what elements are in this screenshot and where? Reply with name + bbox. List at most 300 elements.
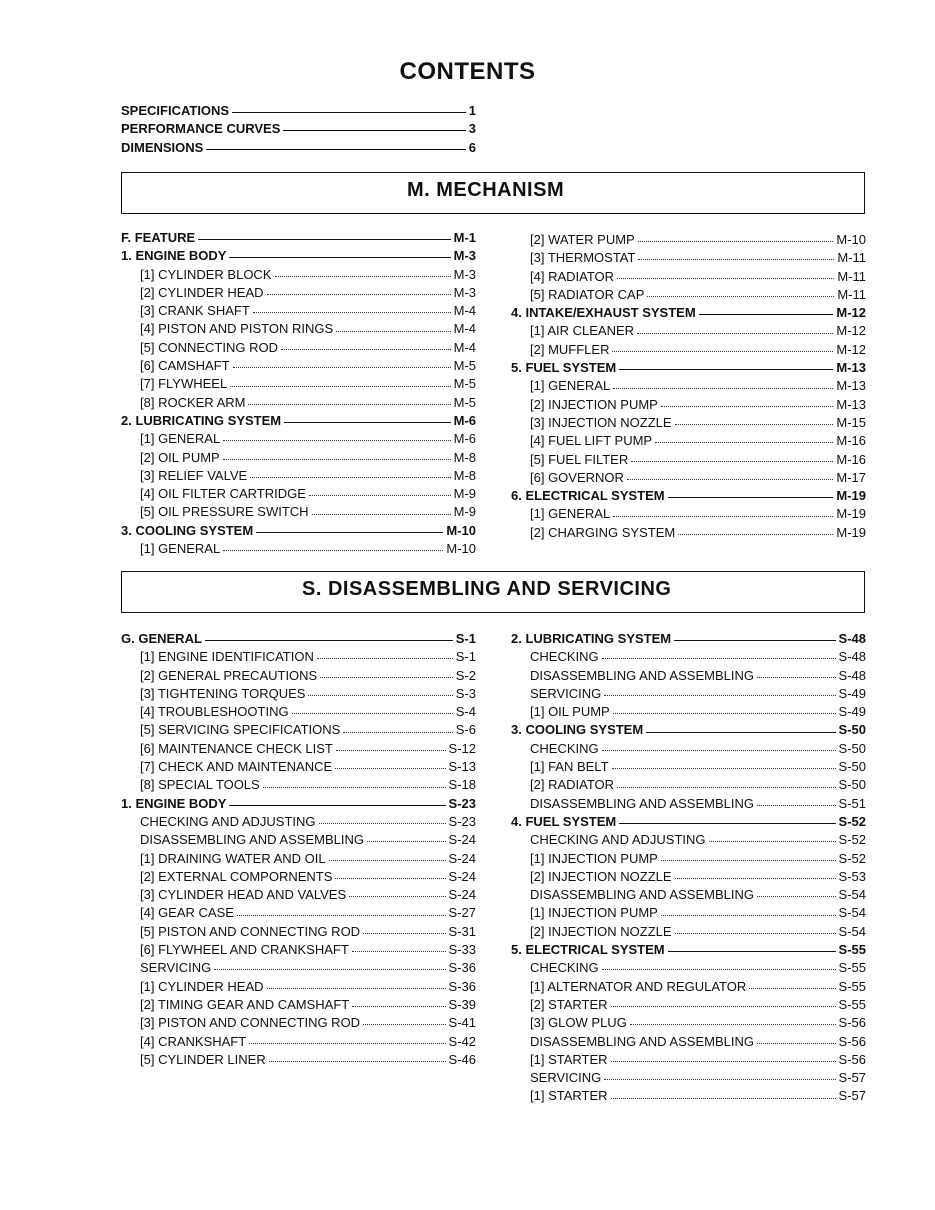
toc-entry-label: [5] CYLINDER LINER <box>140 1051 266 1067</box>
toc-entry <box>121 923 476 941</box>
disassembling-heading: S. DISASSEMBLING AND SERVICING <box>302 578 672 600</box>
toc-entry <box>511 322 866 340</box>
toc-entry-label: [5] PISTON AND CONNECTING ROD <box>140 923 361 939</box>
disassembling-left-list <box>121 630 476 1069</box>
toc-entry-label: [1] DRAINING WATER AND OIL <box>140 850 326 866</box>
toc-leader <box>757 676 836 678</box>
toc-entry-page: M-12 <box>836 323 866 339</box>
toc-entry-page: M-13 <box>836 378 866 394</box>
toc-leader <box>638 240 834 242</box>
toc-entry-page: S-18 <box>448 777 476 793</box>
toc-entry-label: CHECKING AND ADJUSTING <box>530 832 706 848</box>
toc-leader <box>253 311 451 313</box>
toc-entry <box>121 685 476 703</box>
toc-entry-label: [1] GENERAL <box>530 506 611 522</box>
toc-leader <box>619 368 833 370</box>
toc-entry-page: M-11 <box>837 268 866 284</box>
toc-leader <box>233 366 451 368</box>
toc-entry <box>121 412 476 430</box>
toc-leader <box>248 403 450 405</box>
toc-entry-label: [2] STARTER <box>530 996 608 1012</box>
toc-entry-label: CHECKING AND ADJUSTING <box>140 813 316 829</box>
toc-entry <box>121 740 476 758</box>
mechanism-heading: M. MECHANISM <box>407 179 565 201</box>
toc-entry-label: PERFORMANCE CURVES <box>121 121 281 137</box>
toc-leader <box>336 749 446 751</box>
toc-entry-label: [2] RADIATOR <box>530 777 615 793</box>
toc-leader <box>602 749 836 751</box>
toc-entry <box>121 339 476 357</box>
toc-entry-page: M-6 <box>453 431 476 447</box>
toc-entry <box>511 758 866 776</box>
toc-leader <box>617 277 834 279</box>
toc-entry-page: M-12 <box>836 341 866 357</box>
toc-leader <box>613 387 833 389</box>
toc-leader <box>655 441 833 443</box>
toc-leader <box>237 914 446 916</box>
toc-entry-page: S-36 <box>448 978 476 994</box>
toc-leader <box>699 313 834 315</box>
mechanism-section-header <box>121 172 865 214</box>
toc-entry <box>121 375 476 393</box>
toc-leader <box>329 859 446 861</box>
toc-leader <box>675 423 834 425</box>
toc-entry-label: 5. ELECTRICAL SYSTEM <box>511 942 665 958</box>
toc-entry-label: [1] STARTER <box>530 1088 608 1104</box>
toc-entry-page: S-27 <box>448 905 476 921</box>
toc-entry <box>121 266 476 284</box>
toc-entry <box>121 667 476 685</box>
toc-entry <box>121 247 476 265</box>
toc-entry-label: 6. ELECTRICAL SYSTEM <box>511 488 665 504</box>
toc-entry-page: S-46 <box>448 1051 476 1067</box>
toc-entry <box>511 1051 866 1069</box>
toc-leader <box>617 786 835 788</box>
toc-leader <box>214 968 445 970</box>
toc-entry <box>121 648 476 666</box>
toc-leader <box>674 639 835 641</box>
toc-leader <box>757 804 836 806</box>
toc-entry <box>511 268 866 286</box>
toc-entry-page: S-24 <box>448 832 476 848</box>
toc-entry <box>511 432 866 450</box>
toc-entry-page: S-55 <box>838 942 866 958</box>
toc-entry-page: S-57 <box>838 1070 866 1086</box>
toc-entry-page: S-24 <box>448 868 476 884</box>
toc-entry-label: [3] THERMOSTAT <box>530 250 636 266</box>
toc-leader <box>275 275 451 277</box>
toc-entry-page: S-42 <box>448 1033 476 1049</box>
toc-entry <box>121 1033 476 1051</box>
toc-leader <box>619 822 835 824</box>
toc-entry-page: M-9 <box>453 486 476 502</box>
toc-leader <box>363 1023 445 1025</box>
toc-entry-page: M-6 <box>453 412 476 428</box>
toc-entry-page: S-23 <box>448 813 476 829</box>
toc-leader <box>223 439 450 441</box>
toc-entry <box>121 996 476 1014</box>
toc-leader <box>269 1060 446 1062</box>
toc-entry <box>121 941 476 959</box>
toc-entry-page: M-3 <box>453 266 476 282</box>
toc-entry-label: [6] MAINTENANCE CHECK LIST <box>140 740 333 756</box>
toc-entry-label: [3] INJECTION NOZZLE <box>530 414 672 430</box>
toc-entry-label: 4. INTAKE/EXHAUST SYSTEM <box>511 305 696 321</box>
toc-entry-page: S-4 <box>455 704 476 720</box>
toc-leader <box>256 531 443 533</box>
toc-entry <box>511 886 866 904</box>
toc-entry <box>121 449 476 467</box>
toc-entry <box>121 886 476 904</box>
toc-entry-label: [3] CRANK SHAFT <box>140 303 250 319</box>
toc-leader <box>668 496 834 498</box>
toc-entry-label: G. GENERAL <box>121 631 202 646</box>
toc-entry-page: M-4 <box>453 303 476 319</box>
toc-entry-page: S-52 <box>838 832 866 848</box>
toc-entry <box>511 359 866 377</box>
toc-entry-page: 1 <box>468 103 476 118</box>
toc-entry <box>121 467 476 485</box>
toc-entry-page: S-55 <box>838 978 866 994</box>
toc-entry-label: [1] OIL PUMP <box>530 704 610 720</box>
toc-entry <box>511 795 866 813</box>
toc-entry <box>121 503 476 521</box>
toc-entry-page: 6 <box>468 139 476 155</box>
toc-leader <box>612 350 833 352</box>
toc-leader <box>284 421 451 423</box>
toc-entry-label: [1] INJECTION PUMP <box>530 905 658 921</box>
toc-entry-label: [1] GENERAL <box>530 378 611 394</box>
toc-entry-page: M-9 <box>453 504 476 520</box>
toc-entry-page: S-54 <box>838 887 866 903</box>
toc-entry-label: [6] GOVERNOR <box>530 469 624 485</box>
toc-entry <box>511 648 866 666</box>
toc-leader <box>613 712 836 714</box>
toc-leader <box>363 932 445 934</box>
toc-leader <box>312 513 451 515</box>
toc-entry-label: 1. ENGINE BODY <box>121 795 227 811</box>
toc-entry <box>121 357 476 375</box>
toc-leader <box>352 1005 445 1007</box>
toc-entry <box>511 831 866 849</box>
toc-leader <box>229 256 450 258</box>
toc-entry-label: [2] WATER PUMP <box>530 232 635 247</box>
toc-entry-page: S-48 <box>838 667 866 683</box>
toc-entry <box>511 1087 866 1105</box>
toc-entry-page: M-3 <box>453 248 476 264</box>
toc-leader <box>661 914 836 916</box>
toc-entry-label: DIMENSIONS <box>121 139 204 155</box>
toc-entry-label: [3] GLOW PLUG <box>530 1015 627 1031</box>
toc-entry-label: [2] CHARGING SYSTEM <box>530 524 676 540</box>
toc-entry-label: [2] CYLINDER HEAD <box>140 284 264 300</box>
toc-leader <box>661 859 836 861</box>
toc-leader <box>317 657 453 659</box>
toc-entry-label: [1] CYLINDER HEAD <box>140 978 264 994</box>
toc-entry-page: S-3 <box>455 685 476 701</box>
toc-entry <box>511 667 866 685</box>
toc-leader <box>230 385 450 387</box>
toc-entry-label: [7] CHECK AND MAINTENANCE <box>140 759 333 775</box>
toc-entry <box>121 758 476 776</box>
toc-leader <box>267 293 451 295</box>
toc-entry <box>511 996 866 1014</box>
toc-entry-page: M-16 <box>836 451 866 467</box>
toc-leader <box>612 767 836 769</box>
toc-entry <box>511 904 866 922</box>
toc-entry-page: M-19 <box>836 506 866 522</box>
toc-leader <box>675 877 836 879</box>
toc-leader <box>292 712 453 714</box>
toc-entry-label: CHECKING <box>530 960 599 976</box>
toc-entry-label: SERVICING <box>530 1070 602 1086</box>
toc-entry <box>121 721 476 739</box>
toc-entry-label: [4] GEAR CASE <box>140 905 234 921</box>
toc-entry <box>121 485 476 503</box>
toc-leader <box>343 731 452 733</box>
toc-entry-page: M-11 <box>837 286 866 302</box>
toc-entry-label: DISASSEMBLING AND ASSEMBLING <box>530 1033 754 1049</box>
mechanism-right-list <box>511 231 866 542</box>
toc-entry <box>511 1014 866 1032</box>
toc-leader <box>308 694 452 696</box>
toc-entry-page: S-50 <box>838 740 866 756</box>
toc-entry-label: 3. COOLING SYSTEM <box>121 522 254 538</box>
toc-leader <box>630 1023 836 1025</box>
toc-leader <box>205 639 453 641</box>
toc-entry-page: M-4 <box>453 339 476 355</box>
toc-entry-page: M-10 <box>836 232 866 247</box>
toc-leader <box>206 148 465 150</box>
toc-entry <box>511 469 866 487</box>
toc-entry-page: S-48 <box>838 649 866 665</box>
toc-entry-page: M-15 <box>836 414 866 430</box>
toc-entry-label: [2] EXTERNAL COMPORNENTS <box>140 868 333 884</box>
toc-entry-label: 2. LUBRICATING SYSTEM <box>511 631 672 646</box>
toc-entry-page: 3 <box>468 121 476 137</box>
toc-entry-page: M-3 <box>453 284 476 300</box>
toc-entry <box>121 540 476 558</box>
toc-leader <box>283 129 465 131</box>
toc-entry-page: S-23 <box>448 795 476 811</box>
toc-leader <box>249 1042 445 1044</box>
toc-entry <box>121 959 476 977</box>
toc-leader <box>604 1078 835 1080</box>
toc-entry-label: [2] INJECTION NOZZLE <box>530 868 672 884</box>
toc-entry-page: M-5 <box>453 358 476 374</box>
toc-leader <box>229 804 445 806</box>
toc-entry-page: M-16 <box>836 433 866 449</box>
toc-leader <box>309 494 451 496</box>
toc-entry <box>511 341 866 359</box>
toc-entry-label: [5] RADIATOR CAP <box>530 286 645 302</box>
toc-entry-label: 4. FUEL SYSTEM <box>511 813 617 829</box>
toc-entry-page: S-56 <box>838 1033 866 1049</box>
toc-entry <box>511 941 866 959</box>
toc-entry-page: S-52 <box>838 813 866 829</box>
toc-entry-label: [2] INJECTION NOZZLE <box>530 923 672 939</box>
toc-entry-label: [5] CONNECTING ROD <box>140 339 278 355</box>
toc-entry-page: S-50 <box>838 722 866 738</box>
toc-entry-label: [4] FUEL LIFT PUMP <box>530 433 653 449</box>
toc-entry <box>121 630 476 648</box>
toc-entry-page: S-50 <box>838 777 866 793</box>
toc-entry-page: M-5 <box>453 394 476 410</box>
toc-leader <box>604 694 835 696</box>
toc-entry <box>121 1051 476 1069</box>
toc-entry-page: S-55 <box>838 960 866 976</box>
toc-entry-page: S-51 <box>838 795 866 811</box>
toc-leader <box>749 987 835 989</box>
toc-entry <box>511 703 866 721</box>
toc-entry-label: [4] RADIATOR <box>530 268 615 284</box>
toc-leader <box>602 968 836 970</box>
toc-entry <box>511 685 866 703</box>
toc-leader <box>675 932 836 934</box>
mechanism-left-list <box>121 229 476 558</box>
toc-entry-label: [4] TROUBLESHOOTING <box>140 704 289 720</box>
toc-entry-label: DISASSEMBLING AND ASSEMBLING <box>530 667 754 683</box>
toc-entry-label: 2. LUBRICATING SYSTEM <box>121 412 282 428</box>
toc-entry-page: S-49 <box>838 704 866 720</box>
toc-entry-page: S-33 <box>448 942 476 958</box>
toc-entry-label: [3] TIGHTENING TORQUES <box>140 685 306 701</box>
toc-entry <box>121 868 476 886</box>
toc-entry <box>121 229 476 247</box>
toc-entry <box>121 139 476 157</box>
toc-entry <box>121 430 476 448</box>
toc-entry-label: 1. ENGINE BODY <box>121 248 227 264</box>
toc-entry <box>511 524 866 542</box>
toc-leader <box>336 330 450 332</box>
toc-leader <box>611 1097 836 1099</box>
toc-leader <box>335 767 445 769</box>
toc-entry-label: [1] CYLINDER BLOCK <box>140 266 272 282</box>
toc-leader <box>263 786 446 788</box>
toc-entry <box>121 302 476 320</box>
toc-entry <box>511 630 866 648</box>
toc-entry <box>511 414 866 432</box>
toc-entry-label: SPECIFICATIONS <box>121 103 230 118</box>
toc-entry-label: 5. FUEL SYSTEM <box>511 360 617 376</box>
toc-entry-page: S-12 <box>448 740 476 756</box>
toc-leader <box>198 238 450 240</box>
toc-entry <box>121 776 476 794</box>
toc-leader <box>647 295 834 297</box>
toc-entry <box>121 320 476 338</box>
toc-entry <box>511 286 866 304</box>
toc-entry-page: S-24 <box>448 850 476 866</box>
toc-entry-label: [7] FLYWHEEL <box>140 376 228 392</box>
toc-entry-page: M-4 <box>453 321 476 337</box>
toc-leader <box>223 549 443 551</box>
toc-leader <box>757 895 836 897</box>
toc-entry <box>511 721 866 739</box>
toc-entry-page: M-8 <box>453 449 476 465</box>
toc-entry-label: [2] TIMING GEAR AND CAMSHAFT <box>140 996 350 1012</box>
toc-entry <box>511 923 866 941</box>
toc-entry <box>121 795 476 813</box>
toc-leader <box>637 332 833 334</box>
toc-entry-page: S-31 <box>448 923 476 939</box>
toc-entry-page: M-12 <box>836 305 866 321</box>
toc-entry <box>511 850 866 868</box>
toc-entry <box>511 505 866 523</box>
toc-leader <box>349 895 445 897</box>
toc-entry-page: M-11 <box>837 250 866 266</box>
toc-entry <box>121 102 476 120</box>
toc-entry-label: [5] FUEL FILTER <box>530 451 629 467</box>
toc-leader <box>367 840 446 842</box>
toc-entry-label: [1] AIR CLEANER <box>530 323 635 339</box>
toc-entry-page: M-19 <box>836 488 866 504</box>
toc-leader <box>320 676 453 678</box>
toc-entry-label: DISASSEMBLING AND ASSEMBLING <box>140 832 364 848</box>
toc-entry-label: F. FEATURE <box>121 230 196 245</box>
toc-entry <box>511 487 866 505</box>
toc-entry-page: S-50 <box>838 759 866 775</box>
toc-entry <box>511 978 866 996</box>
toc-entry-label: SERVICING <box>140 960 212 976</box>
toc-entry-label: [8] ROCKER ARM <box>140 394 246 410</box>
toc-entry <box>511 868 866 886</box>
toc-entry-page: M-13 <box>836 360 866 376</box>
toc-leader <box>646 731 835 733</box>
toc-entry <box>121 978 476 996</box>
toc-leader <box>709 840 836 842</box>
toc-entry-page: S-48 <box>838 631 866 646</box>
toc-entry <box>121 831 476 849</box>
toc-entry-label: [8] SPECIAL TOOLS <box>140 777 260 793</box>
toc-entry-page: S-39 <box>448 996 476 1012</box>
toc-entry-page: S-52 <box>838 850 866 866</box>
toc-entry <box>121 703 476 721</box>
toc-entry-page: S-56 <box>838 1051 866 1067</box>
toc-entry-label: [5] SERVICING SPECIFICATIONS <box>140 722 341 738</box>
toc-entry-page: M-1 <box>453 230 476 245</box>
toc-entry-label: [2] INJECTION PUMP <box>530 396 658 412</box>
toc-leader <box>757 1042 836 1044</box>
toc-entry-page: S-56 <box>838 1015 866 1031</box>
toc-leader <box>602 657 836 659</box>
front-matter-list <box>121 102 476 157</box>
toc-leader <box>611 1005 836 1007</box>
toc-leader <box>335 877 445 879</box>
toc-entry-label: [3] PISTON AND CONNECTING ROD <box>140 1015 361 1031</box>
toc-entry <box>121 522 476 540</box>
toc-entry <box>121 813 476 831</box>
toc-entry <box>511 231 866 249</box>
toc-leader <box>613 515 833 517</box>
toc-entry-label: DISASSEMBLING AND ASSEMBLING <box>530 795 754 811</box>
toc-entry-page: M-5 <box>453 376 476 392</box>
toc-entry-page: S-53 <box>838 868 866 884</box>
toc-entry <box>511 1033 866 1051</box>
disassembling-right-list <box>511 630 866 1106</box>
toc-entry-label: [2] MUFFLER <box>530 341 610 357</box>
toc-entry-label: [3] CYLINDER HEAD AND VALVES <box>140 887 347 903</box>
toc-entry <box>511 813 866 831</box>
toc-entry <box>121 284 476 302</box>
toc-entry-label: [2] OIL PUMP <box>140 449 220 465</box>
toc-entry-label: [4] PISTON AND PISTON RINGS <box>140 321 334 337</box>
toc-entry-label: [6] FLYWHEEL AND CRANKSHAFT <box>140 942 349 958</box>
toc-entry-page: S-6 <box>455 722 476 738</box>
toc-entry-page: M-8 <box>453 467 476 483</box>
toc-entry-page: M-19 <box>836 524 866 540</box>
toc-leader <box>661 405 834 407</box>
toc-entry <box>511 396 866 414</box>
